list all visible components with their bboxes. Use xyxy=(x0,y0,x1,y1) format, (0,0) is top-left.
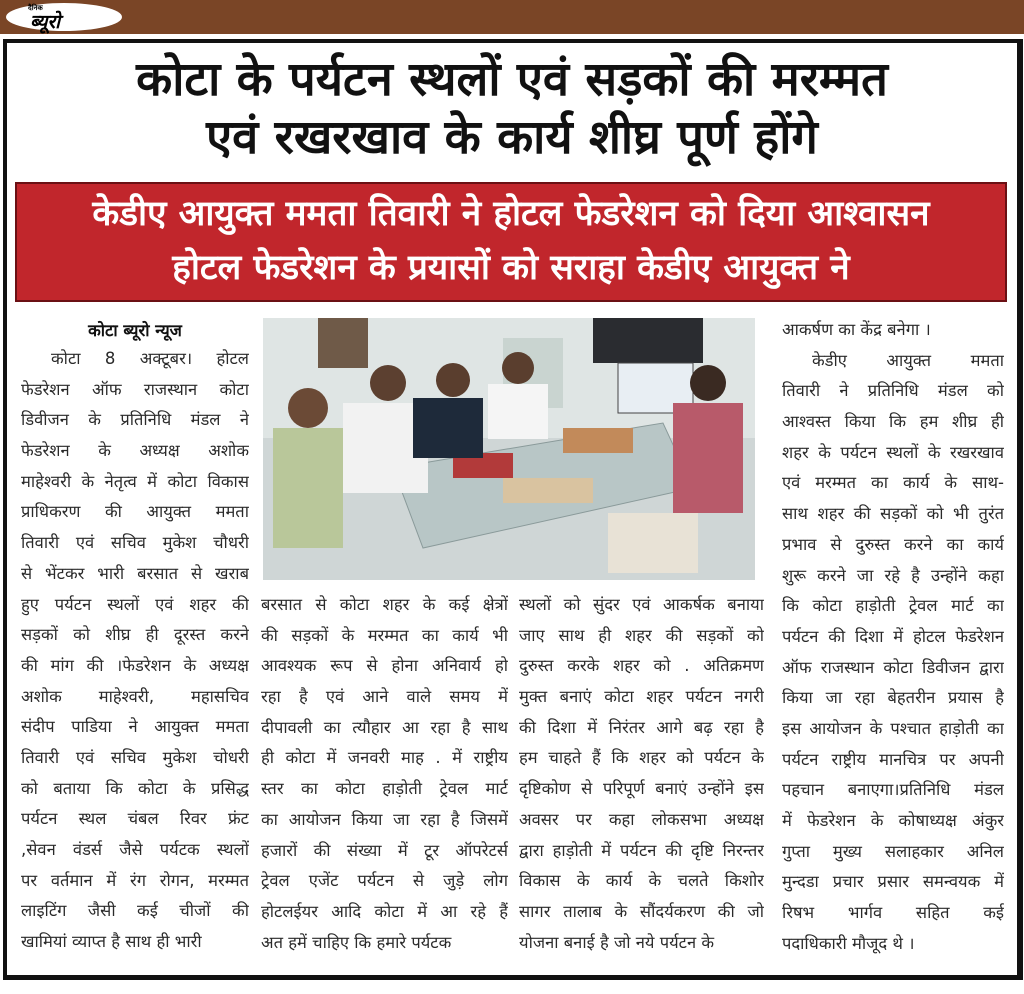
text-line: अत हमें चाहिए कि हमारे पर्यटक xyxy=(261,932,452,952)
text-line: पर्यटन राष्ट्रीय मानचित्र पर अपनी xyxy=(782,749,1004,769)
subheadline-box xyxy=(15,182,1007,302)
subheadline-line-1: केडीए आयुक्त ममता तिवारी ने होटल फेडरेशन को दिया आश्वासन xyxy=(92,194,930,234)
text-line: ऑफ राजस्थान कोटा डिवीजन द्वारा xyxy=(782,657,1004,677)
text-line: दीपावली का त्यौहार आ रहा है साथ xyxy=(261,717,508,737)
text-line: फेडरेशन ऑफ राजस्थान कोटा xyxy=(21,379,249,399)
text-line: तिवारी एवं सचिव मुकेश चोधरी xyxy=(21,747,249,767)
text-line: पदाधिकारी मौजूद थे । xyxy=(782,933,915,953)
text-line: तिवारी ने प्रतिनिधि मंडल को xyxy=(782,381,1004,401)
meeting-photo xyxy=(263,318,755,580)
text-line: रिषभ भार्गव सहित कई xyxy=(782,903,1004,923)
text-line: से भेंटकर भारी बरसात से खराब xyxy=(21,563,249,583)
text-line: गुप्ता मुख्य सलाहकार अनिल xyxy=(782,841,1004,861)
text-line: दृष्टिकोण से परिपूर्ण बनाएं उन्होंने इस xyxy=(519,779,764,799)
text-line: का आयोजन किया जा रहा है जिसमें xyxy=(261,809,508,829)
article-column-2 xyxy=(261,590,508,958)
text-line: अशोक माहेश्वरी, महासचिव xyxy=(21,686,249,706)
text-line: आकर्षण का केंद्र बनेगा । xyxy=(782,320,931,339)
text-line: पहचान बनाएगा।प्रतिनिधि मंडल xyxy=(782,780,1004,800)
text-line: कि कोटा हाड़ोती ट्रेवल मार्ट का xyxy=(782,596,1004,616)
text-line: फेडरेशन के अध्यक्ष अशोक xyxy=(21,441,249,461)
text-line: खामियां व्याप्त है साथ ही भारी xyxy=(21,932,202,952)
logo-small-text: दैनिक xyxy=(28,4,43,12)
text-line: ,सेवन वंडर्स जैसे पर्यटक स्थलों xyxy=(21,840,249,859)
text-line: शहर के पर्यटन स्थलों के रखरखाव xyxy=(782,442,1004,462)
text-line: रहा है एवं आने वाले समय में xyxy=(261,687,508,707)
text-line: मुन्दडा प्रचार प्रसार समन्वयक में xyxy=(782,872,1004,892)
text-line: इस आयोजन के पश्चात हाड़ोती का xyxy=(782,718,1004,738)
masthead-bar xyxy=(0,0,1024,34)
text-line: में फेडरेशन के कोषाध्यक्ष अंकुर xyxy=(782,811,1004,830)
text-line: ही कोटा में जनवरी माह . में राष्ट्रीय xyxy=(261,748,508,768)
subheadline-line-2: होटल फेडरेशन के प्रयासों को सराहा केडीए आयुक्त ने xyxy=(172,248,850,288)
text-line: किया जा रहा बेहतरीन प्रयास है xyxy=(782,688,1004,708)
text-line: लाइटिंग जैसी कई चीजों की xyxy=(21,901,249,921)
text-line: कोटा 8 अक्टूबर। होटल xyxy=(51,349,249,368)
text-line: स्तर का कोटा हाड़ोती ट्रेवल मार्ट xyxy=(261,779,508,799)
text-line: साथ शहर की सड़कों को भी तुरंत xyxy=(782,504,1004,524)
text-line: प्रभाव से दुरुस्त करने का कार्य xyxy=(782,534,1004,554)
text-line: होटलईयर आदि कोटा में आ रहे हैं xyxy=(261,901,508,921)
text-line: तिवारी एवं सचिव मुकेश चौधरी xyxy=(21,533,249,553)
text-line: मुक्त बनाएं कोटा शहर पर्यटन नगरी xyxy=(519,687,764,707)
text-line: की सड़कों के मरम्मत का कार्य भी xyxy=(261,625,508,645)
text-line: शुरू करने जा रहे है उन्होंने कहा xyxy=(782,565,1004,585)
text-line: पर्यटन स्थल चंबल रिवर फ्रंट xyxy=(21,809,249,829)
text-line: सागर तालाब के सौंदर्यकरण की जो xyxy=(519,901,764,921)
text-line: ट्रेवल एजेंट पर्यटन से जुड़े लोग xyxy=(261,871,508,891)
text-line: स्थलों को सुंदर एवं आकर्षक बनाया xyxy=(519,595,764,614)
text-line: हजारों की संख्या में टूर ऑपरेटर्स xyxy=(261,840,508,860)
text-line: केडीए आयुक्त ममता xyxy=(812,350,1004,370)
text-line: जाए साथ ही शहर की सड़कों को xyxy=(519,625,764,645)
text-line: माहेश्वरी के नेतृत्व में कोटा विकास xyxy=(21,471,249,491)
newspaper-logo xyxy=(6,3,122,31)
article-column-3 xyxy=(519,590,764,958)
text-line: दुरुस्त करके शहर को . अतिक्रमण xyxy=(519,656,764,676)
text-line: को बताया कि कोटा के प्रसिद्ध xyxy=(21,778,249,798)
text-line: डिवीजन के प्रतिनिधि मंडल ने xyxy=(21,410,249,430)
logo-name: ब्यूरो xyxy=(30,11,61,33)
text-line: पर वर्तमान में रंग रोगन, मरम्मत xyxy=(21,870,249,890)
text-line: की मांग की ।फेडरेशन के अध्यक्ष xyxy=(21,655,249,675)
text-line: विकास के कार्य के चलते किशोर xyxy=(519,871,764,891)
text-line: हम चाहते हैं कि शहर को पर्यटन के xyxy=(519,748,764,768)
text-line: प्राधिकरण की आयुक्त ममता xyxy=(21,502,249,522)
byline: कोटा ब्यूरो न्यूज xyxy=(88,321,182,340)
text-line: आवश्यक रूप से होना अनिवार्य हो xyxy=(261,656,508,676)
article-column-4 xyxy=(782,315,1004,959)
text-line: द्वारा हाड़ोती में पर्यटन की दृष्टि निरन्तर xyxy=(519,840,764,860)
article-column-1 xyxy=(21,318,249,958)
text-line: संदीप पाडिया ने आयुक्त ममता xyxy=(21,717,249,737)
text-line: सड़कों को शीघ्र ही दूरस्त करने xyxy=(21,625,249,645)
text-line: हुए पर्यटन स्थलों एवं शहर की xyxy=(21,594,249,614)
text-line: बरसात से कोटा शहर के कई क्षेत्रों xyxy=(261,595,508,614)
headline-line-2: एवं रखरखाव के कार्य शीघ्र पूर्ण होंगे xyxy=(206,110,818,165)
text-line: की दिशा में निरंतर आगे बढ़ रहा है xyxy=(519,717,764,737)
headline-line-1: कोटा के पर्यटन स्थलों एवं सड़कों की मरम्मत xyxy=(136,52,888,107)
text-line: आश्वस्त किया कि हम शीघ्र ही xyxy=(782,412,1004,432)
text-line: योजना बनाई है जो नये पर्यटन के xyxy=(519,932,715,952)
text-line: अवसर पर कहा लोकसभा अध्यक्ष xyxy=(519,809,764,829)
text-line: पर्यटन की दिशा में होटल फेडरेशन xyxy=(782,626,1004,646)
text-line: एवं मरम्मत का कार्य के साथ- xyxy=(782,473,1004,493)
